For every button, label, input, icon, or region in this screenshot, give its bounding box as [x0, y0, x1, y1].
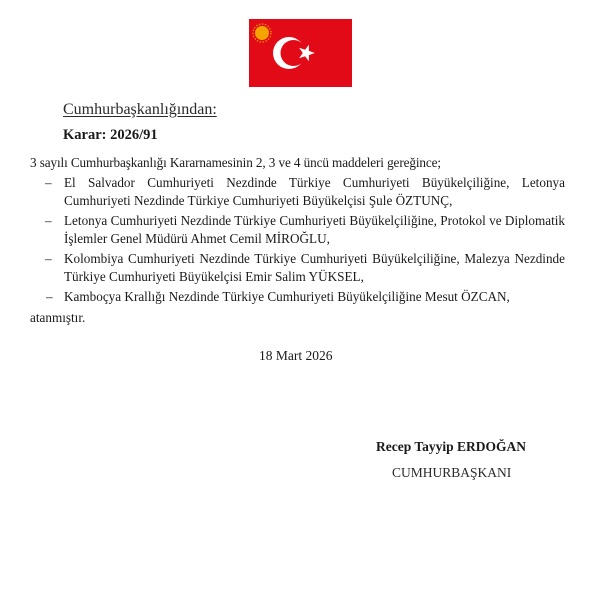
list-item [30, 174, 565, 209]
signatory-title: CUMHURBAŞKANI [392, 465, 512, 480]
turkish-flag-image [249, 19, 352, 87]
list-item [30, 250, 565, 285]
list-item-text: El Salvador Cumhuriyeti Nezdinde Türkiye Cumhuriyeti Büyükelçiliğine, Letonya Cumhuriyeti Nezdinde Türkiye Cumhuriyeti Büyükelçisi Şule ÖZTUNÇ, [64, 175, 565, 208]
dash-bullet: – [46, 289, 53, 304]
appointment-list [30, 174, 565, 309]
intro-paragraph: 3 sayılı Cumhurbaşkanlığı Kararnamesinin 2, 3 ve 4 üncü maddeleri gereğince; [30, 155, 441, 170]
issuer-heading: Cumhurbaşkanlığından: [63, 101, 217, 118]
decision-date: 18 Mart 2026 [259, 348, 333, 363]
dash-bullet: – [45, 251, 52, 266]
flag-icon [249, 19, 352, 87]
list-item [30, 288, 565, 306]
list-item-text: Kamboçya Krallığı Nezdinde Türkiye Cumhuriyeti Büyükelçiliğine Mesut ÖZCAN, [64, 289, 510, 304]
dash-bullet: – [45, 213, 52, 228]
list-item-text: Letonya Cumhuriyeti Nezdinde Türkiye Cumhuriyeti Büyükelçiliğine, Protokol ve Diplomatik İşlemler Genel Müdürü Ahmet Cemil MİROĞLU, [64, 213, 565, 246]
signatory-name: Recep Tayyip ERDOĞAN [376, 439, 527, 454]
closing-text: atanmıştır. [30, 310, 86, 325]
dash-bullet: – [45, 175, 52, 190]
list-item [30, 212, 565, 247]
decision-number: Karar: 2026/91 [63, 127, 158, 143]
list-item-text: Kolombiya Cumhuriyeti Nezdinde Türkiye Cumhuriyeti Büyükelçiliğine, Malezya Nezdinde Türkiye Cumhuriyeti Büyükelçisi Emir Salim YÜKSEL, [64, 251, 565, 284]
